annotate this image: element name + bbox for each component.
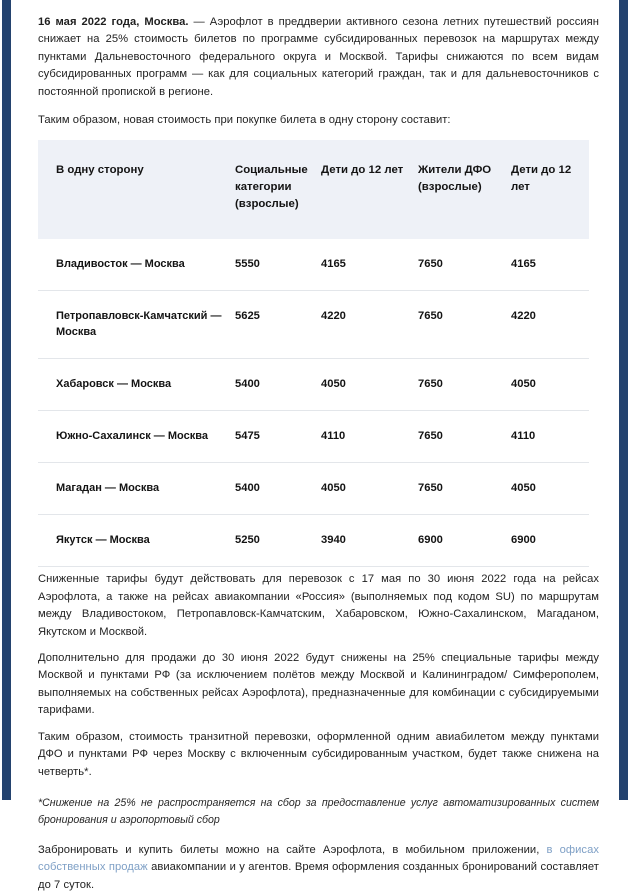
- cell-dfo-adult: 6900: [418, 515, 511, 567]
- booking-paragraph: [38, 842, 599, 894]
- own-sales-offices-link[interactable]: в офисах собственных продаж: [38, 843, 599, 874]
- cell-route: Магадан — Москва: [38, 463, 235, 515]
- table-row: [38, 291, 589, 359]
- cell-dfo-adult: 7650: [418, 359, 511, 411]
- cell-social-child: 4165: [321, 239, 418, 291]
- cell-dfo-adult: 7650: [418, 411, 511, 463]
- cell-dfo-adult: 7650: [418, 291, 511, 359]
- table-lead-in: Таким образом, новая стоимость при покупке билета в одну сторону составит:: [38, 114, 451, 127]
- cell-route: Хабаровск — Москва: [38, 359, 235, 411]
- column-header-dfo-child: Дети до 12 лет: [511, 140, 589, 239]
- cell-social-adult: 5250: [235, 515, 321, 567]
- fares-table: [38, 140, 589, 567]
- cell-dfo-child: 6900: [511, 515, 589, 567]
- cell-social-child: 3940: [321, 515, 418, 567]
- cell-dfo-child: 4050: [511, 463, 589, 515]
- table-header-row: [38, 140, 589, 239]
- dateline: 16 мая 2022 года, Москва.: [38, 16, 189, 28]
- validity-paragraph: Сниженные тарифы будут действовать для перевозок с 17 мая по 30 июня 2022 года на рейсах Аэрофлота, а также на рейсах авиакомпании «Россия» (выполняемых под кодом SU) по маршрутам между Владивостоком, Петропавловск-Камчатским, Хабаровском, Южно-Сахалинском, Магаданом, Якутском и Москвой.: [38, 573, 599, 638]
- cell-dfo-adult: 7650: [418, 239, 511, 291]
- cell-social-adult: 5400: [235, 359, 321, 411]
- cell-route: Владивосток — Москва: [38, 239, 235, 291]
- cell-social-adult: 5550: [235, 239, 321, 291]
- cell-route: Южно-Сахалинск — Москва: [38, 411, 235, 463]
- intro-paragraph-body: — Аэрофлот в преддверии активного сезона летних путешествий россиян снижает на 25% стоимость билетов по программе субсидированных перевозок на маршрутах между пунктами Дальневосточного федерального округа и Москвой. Тарифы снижаются по всем видам субсидированных программ — как для социальных категорий граждан, так и для дальневосточников с постоянной пропиской в регионе.: [38, 16, 599, 98]
- booking-text-before-link: Забронировать и купить билеты можно на сайте Аэрофлота, в мобильном приложении,: [38, 843, 547, 856]
- cell-social-adult: 5400: [235, 463, 321, 515]
- table-row: [38, 359, 589, 411]
- fares-table-head: [38, 140, 589, 239]
- special-fares-paragraph: Дополнительно для продажи до 30 июня 2022 будут снижены на 25% специальные тарифы между Москвой и пунктами РФ (за исключением полётов между Москвой и Калининградом/ Симферополем, выполняемых на собственных рейсах Аэрофлота), предназначенные для комбинации с субсидируемыми тарифами.: [38, 652, 599, 717]
- table-row: [38, 463, 589, 515]
- cell-social-adult: 5475: [235, 411, 321, 463]
- cell-dfo-child: 4050: [511, 359, 589, 411]
- right-edge-rail: [619, 0, 628, 800]
- fares-table-body: [38, 239, 589, 567]
- cell-social-adult: 5625: [235, 291, 321, 359]
- cell-social-child: 4050: [321, 463, 418, 515]
- column-header-dfo-adult: Жители ДФО (взрослые): [418, 140, 511, 239]
- cell-dfo-child: 4165: [511, 239, 589, 291]
- cell-route: Якутск — Москва: [38, 515, 235, 567]
- booking-text-after-link: авиакомпании и у агентов. Время оформления созданных бронирований составляет до 7 суток.: [38, 861, 599, 891]
- cell-social-child: 4220: [321, 291, 418, 359]
- table-row: [38, 515, 589, 567]
- cell-dfo-child: 4110: [511, 411, 589, 463]
- footnote: *Снижение на 25% не распространяется на сбор за предоставление услуг автоматизированных систем бронирования и аэропортовый сбор: [38, 796, 599, 826]
- transit-paragraph: Таким образом, стоимость транзитной перевозки, оформленной одним авиабилетом между пунктами ДФО и пунктами РФ через Москву с включенным субсидированным участком, будет также снижена на четверть*.: [38, 730, 599, 778]
- column-header-social-adult: Социальные категории (взрослые): [235, 140, 321, 239]
- cell-social-child: 4050: [321, 359, 418, 411]
- table-row: [38, 411, 589, 463]
- table-row: [38, 239, 589, 291]
- column-header-route: В одну сторону: [38, 140, 235, 239]
- cell-dfo-adult: 7650: [418, 463, 511, 515]
- intro-paragraph: [38, 14, 599, 101]
- left-edge-rail: [2, 0, 11, 800]
- cell-social-child: 4110: [321, 411, 418, 463]
- cell-dfo-child: 4220: [511, 291, 589, 359]
- press-release-page: [11, 0, 619, 891]
- cell-route: Петропавловск-Камчатский — Москва: [38, 291, 235, 359]
- column-header-social-child: Дети до 12 лет: [321, 140, 418, 239]
